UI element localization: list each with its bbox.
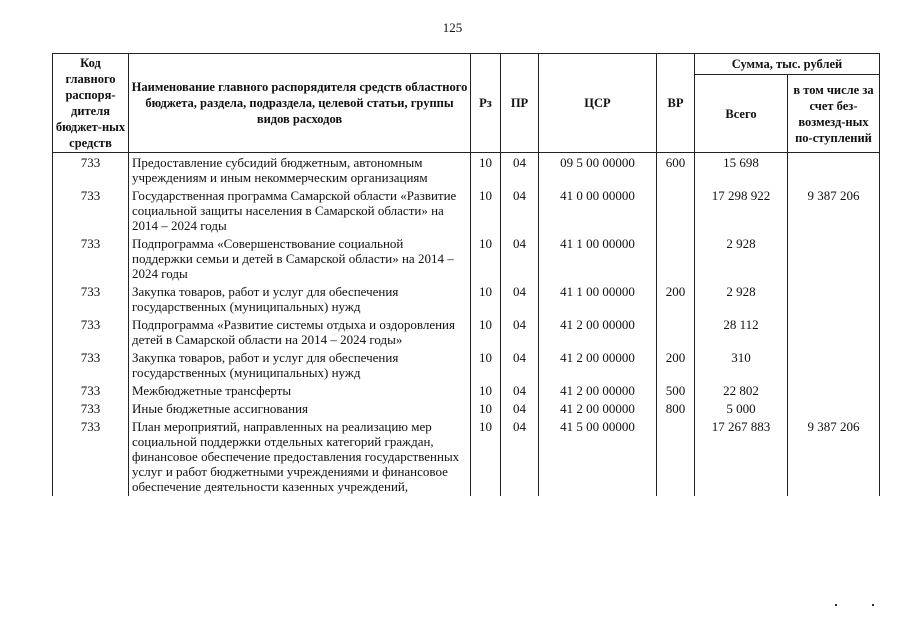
table-row	[53, 153, 880, 188]
cell-name: Подпрограмма «Развитие системы отдыха и оздоровления детей в Самарской области на 2014 – 2024 годы»	[129, 316, 471, 349]
cell-rz: 10	[471, 153, 501, 188]
cell-pr: 04	[501, 382, 539, 400]
scan-speck	[835, 604, 837, 606]
cell-pr: 04	[501, 418, 539, 496]
cell-name: Закупка товаров, работ и услуг для обеспечения государственных (муниципальных) нужд	[129, 349, 471, 382]
cell-name: Государственная программа Самарской области «Развитие социальной защиты населения в Самарской области» на 2014 – 2024 годы	[129, 187, 471, 235]
cell-csr: 41 2 00 00000	[539, 400, 657, 418]
cell-total: 17 298 922	[695, 187, 788, 235]
cell-pr: 04	[501, 316, 539, 349]
header-name: Наименование главного распорядителя средств областного бюджета, раздела, подраздела, целевой статьи, группы видов расходов	[129, 54, 471, 153]
cell-code: 733	[53, 418, 129, 496]
cell-total: 5 000	[695, 400, 788, 418]
table-row	[53, 418, 880, 496]
cell-gratuitous	[788, 153, 880, 188]
cell-name: Подпрограмма «Совершенствование социальной поддержки семьи и детей в Самарской области» на 2014 – 2024 годы	[129, 235, 471, 283]
header-pr: ПР	[501, 54, 539, 153]
cell-rz: 10	[471, 187, 501, 235]
cell-pr: 04	[501, 400, 539, 418]
cell-vr	[657, 235, 695, 283]
table-row	[53, 283, 880, 316]
cell-csr: 41 5 00 00000	[539, 418, 657, 496]
cell-gratuitous: 9 387 206	[788, 187, 880, 235]
header-rz: Рз	[471, 54, 501, 153]
header-code: Код главного распоря-дителя бюджет-ных средств	[53, 54, 129, 153]
header-vr: ВР	[657, 54, 695, 153]
header-sum-group: Сумма, тыс. рублей	[695, 54, 880, 75]
cell-total: 17 267 883	[695, 418, 788, 496]
page-number: 125	[442, 20, 463, 35]
cell-pr: 04	[501, 349, 539, 382]
header-total: Всего	[695, 75, 788, 153]
cell-vr: 500	[657, 382, 695, 400]
cell-gratuitous	[788, 382, 880, 400]
cell-gratuitous	[788, 349, 880, 382]
cell-total: 2 928	[695, 235, 788, 283]
cell-code: 733	[53, 316, 129, 349]
cell-gratuitous: 9 387 206	[788, 418, 880, 496]
cell-rz: 10	[471, 382, 501, 400]
cell-csr: 41 2 00 00000	[539, 316, 657, 349]
table-row	[53, 235, 880, 283]
cell-name: Предоставление субсидий бюджетным, автономным учреждениям и иным некоммерческим организациям	[129, 153, 471, 188]
header-gratuitous: в том числе за счет без-возмезд-ных по-ступлений	[788, 75, 880, 153]
cell-pr: 04	[501, 283, 539, 316]
cell-code: 733	[53, 153, 129, 188]
cell-vr	[657, 187, 695, 235]
header-csr: ЦСР	[539, 54, 657, 153]
cell-rz: 10	[471, 400, 501, 418]
cell-gratuitous	[788, 283, 880, 316]
cell-pr: 04	[501, 153, 539, 188]
cell-rz: 10	[471, 283, 501, 316]
cell-total: 2 928	[695, 283, 788, 316]
cell-name: Иные бюджетные ассигнования	[129, 400, 471, 418]
cell-code: 733	[53, 235, 129, 283]
cell-name: Межбюджетные трансферты	[129, 382, 471, 400]
cell-rz: 10	[471, 418, 501, 496]
table-row	[53, 400, 880, 418]
cell-total: 22 802	[695, 382, 788, 400]
cell-csr: 41 1 00 00000	[539, 283, 657, 316]
cell-total: 15 698	[695, 153, 788, 188]
cell-pr: 04	[501, 187, 539, 235]
cell-name: Закупка товаров, работ и услуг для обеспечения государственных (муниципальных) нужд	[129, 283, 471, 316]
cell-total: 28 112	[695, 316, 788, 349]
cell-vr: 200	[657, 349, 695, 382]
cell-rz: 10	[471, 316, 501, 349]
cell-total: 310	[695, 349, 788, 382]
cell-code: 733	[53, 400, 129, 418]
scan-speck	[872, 604, 874, 606]
cell-vr	[657, 316, 695, 349]
cell-code: 733	[53, 382, 129, 400]
cell-vr	[657, 418, 695, 496]
cell-rz: 10	[471, 349, 501, 382]
cell-csr: 41 0 00 00000	[539, 187, 657, 235]
cell-name: План мероприятий, направленных на реализацию мер социальной поддержки отдельных категорий граждан, финансовое обеспечение предоставления государственных услуг и работ бюджетными учреждениями и финансовое обеспечение деятельности казенных учреждений,	[129, 418, 471, 496]
cell-code: 733	[53, 349, 129, 382]
table-row	[53, 382, 880, 400]
cell-vr: 200	[657, 283, 695, 316]
cell-csr: 41 2 00 00000	[539, 349, 657, 382]
cell-csr: 09 5 00 00000	[539, 153, 657, 188]
table-row	[53, 316, 880, 349]
table-row	[53, 187, 880, 235]
cell-gratuitous	[788, 400, 880, 418]
budget-table	[52, 53, 880, 496]
cell-csr: 41 1 00 00000	[539, 235, 657, 283]
cell-pr: 04	[501, 235, 539, 283]
cell-csr: 41 2 00 00000	[539, 382, 657, 400]
cell-code: 733	[53, 283, 129, 316]
cell-rz: 10	[471, 235, 501, 283]
cell-gratuitous	[788, 316, 880, 349]
cell-vr: 800	[657, 400, 695, 418]
cell-gratuitous	[788, 235, 880, 283]
table-header	[53, 54, 880, 153]
cell-code: 733	[53, 187, 129, 235]
cell-vr: 600	[657, 153, 695, 188]
table-row	[53, 349, 880, 382]
